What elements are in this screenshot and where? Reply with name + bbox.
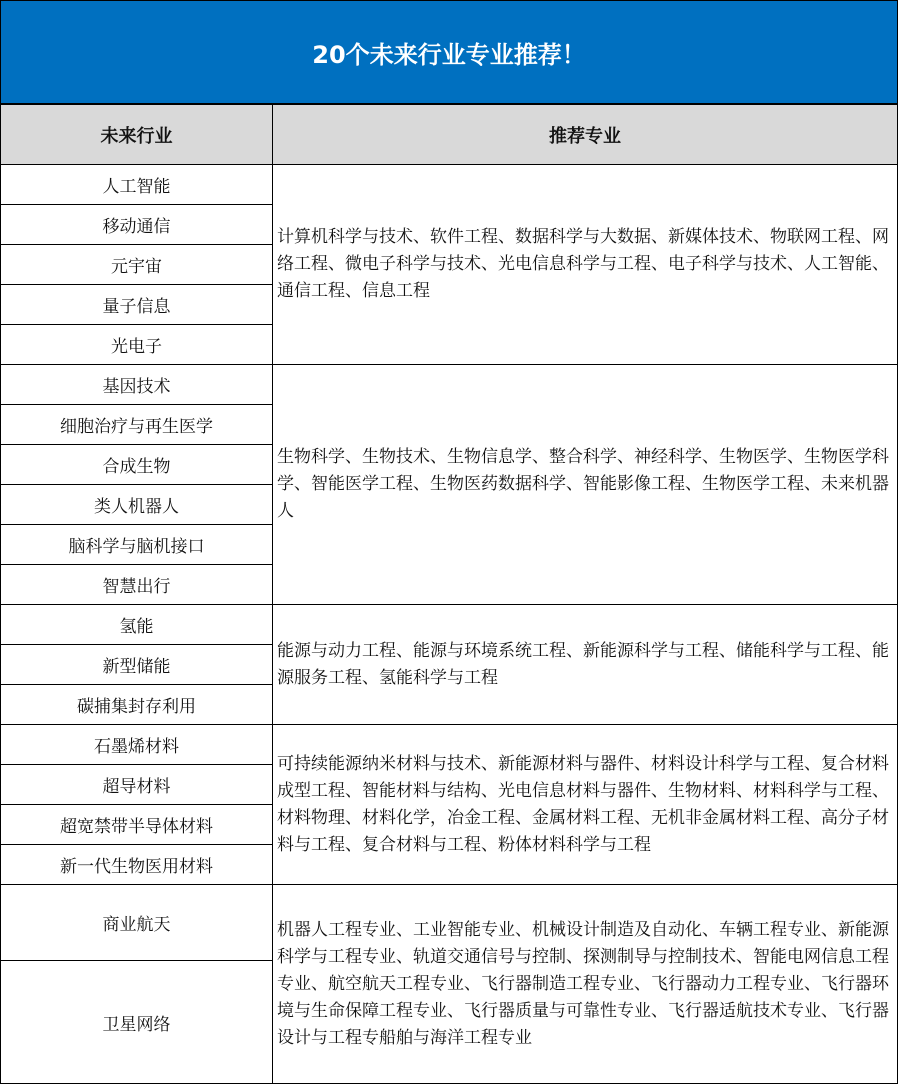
majors-cell: 机器人工程专业、工业智能专业、机械设计制造及自动化、车辆工程专业、新能源科学与工程专业、轨道交通信号与控制、探测制导与控制技术、智能电网信息工程专业、航空航天工程专业、飞行器制造工程专业、飞行器动力工程专业、飞行器环境与生命保障工程专业、飞行器质量与可靠性专业、飞行器适航技术专业、飞行器设计与工程专船舶与海洋工程专业 [273,885,898,1084]
industry-cell: 量子信息 [1,285,273,325]
header-future-industry: 未来行业 [1,105,273,165]
industry-cell: 新一代生物医用材料 [1,845,273,885]
majors-cell: 可持续能源纳米材料与技术、新能源材料与器件、材料设计科学与工程、复合材料成型工程、智能材料与结构、光电信息材料与器件、生物材料、材料科学与工程、材料物理、材料化学，冶金工程、金属材料工程、无机非金属材料工程、高分子材料与工程、复合材料与工程、粉体材料科学与工程 [273,725,898,885]
industry-cell: 元宇宙 [1,245,273,285]
industry-cell: 超导材料 [1,765,273,805]
table-row [1,165,898,205]
industry-cell: 商业航天 [1,885,273,961]
page-title: 20个未来行业专业推荐！ [0,0,898,104]
majors-cell: 生物科学、生物技术、生物信息学、整合科学、神经科学、生物医学、生物医学科学、智能医学工程、生物医药数据科学、智能影像工程、生物医学工程、未来机器人 [273,365,898,605]
table-row [1,885,898,961]
industry-cell: 石墨烯材料 [1,725,273,765]
industry-cell: 细胞治疗与再生医学 [1,405,273,445]
header-recommended-majors: 推荐专业 [273,105,898,165]
industry-cell: 碳捕集封存利用 [1,685,273,725]
header-row [1,105,898,165]
industry-cell: 智慧出行 [1,565,273,605]
industry-cell: 移动通信 [1,205,273,245]
industry-cell: 人工智能 [1,165,273,205]
industry-cell: 卫星网络 [1,961,273,1084]
industry-cell: 脑科学与脑机接口 [1,525,273,565]
industry-cell: 新型储能 [1,645,273,685]
recommendation-table [0,104,898,1084]
table-row [1,725,898,765]
table-row [1,365,898,405]
industry-cell: 合成生物 [1,445,273,485]
industry-cell: 基因技术 [1,365,273,405]
table-row [1,605,898,645]
industry-cell: 超宽禁带半导体材料 [1,805,273,845]
majors-cell: 计算机科学与技术、软件工程、数据科学与大数据、新媒体技术、物联网工程、网络工程、微电子科学与技术、光电信息科学与工程、电子科学与技术、人工智能、通信工程、信息工程 [273,165,898,365]
industry-cell: 光电子 [1,325,273,365]
industry-cell: 类人机器人 [1,485,273,525]
majors-cell: 能源与动力工程、能源与环境系统工程、新能源科学与工程、储能科学与工程、能源服务工程、氢能科学与工程 [273,605,898,725]
industry-cell: 氢能 [1,605,273,645]
